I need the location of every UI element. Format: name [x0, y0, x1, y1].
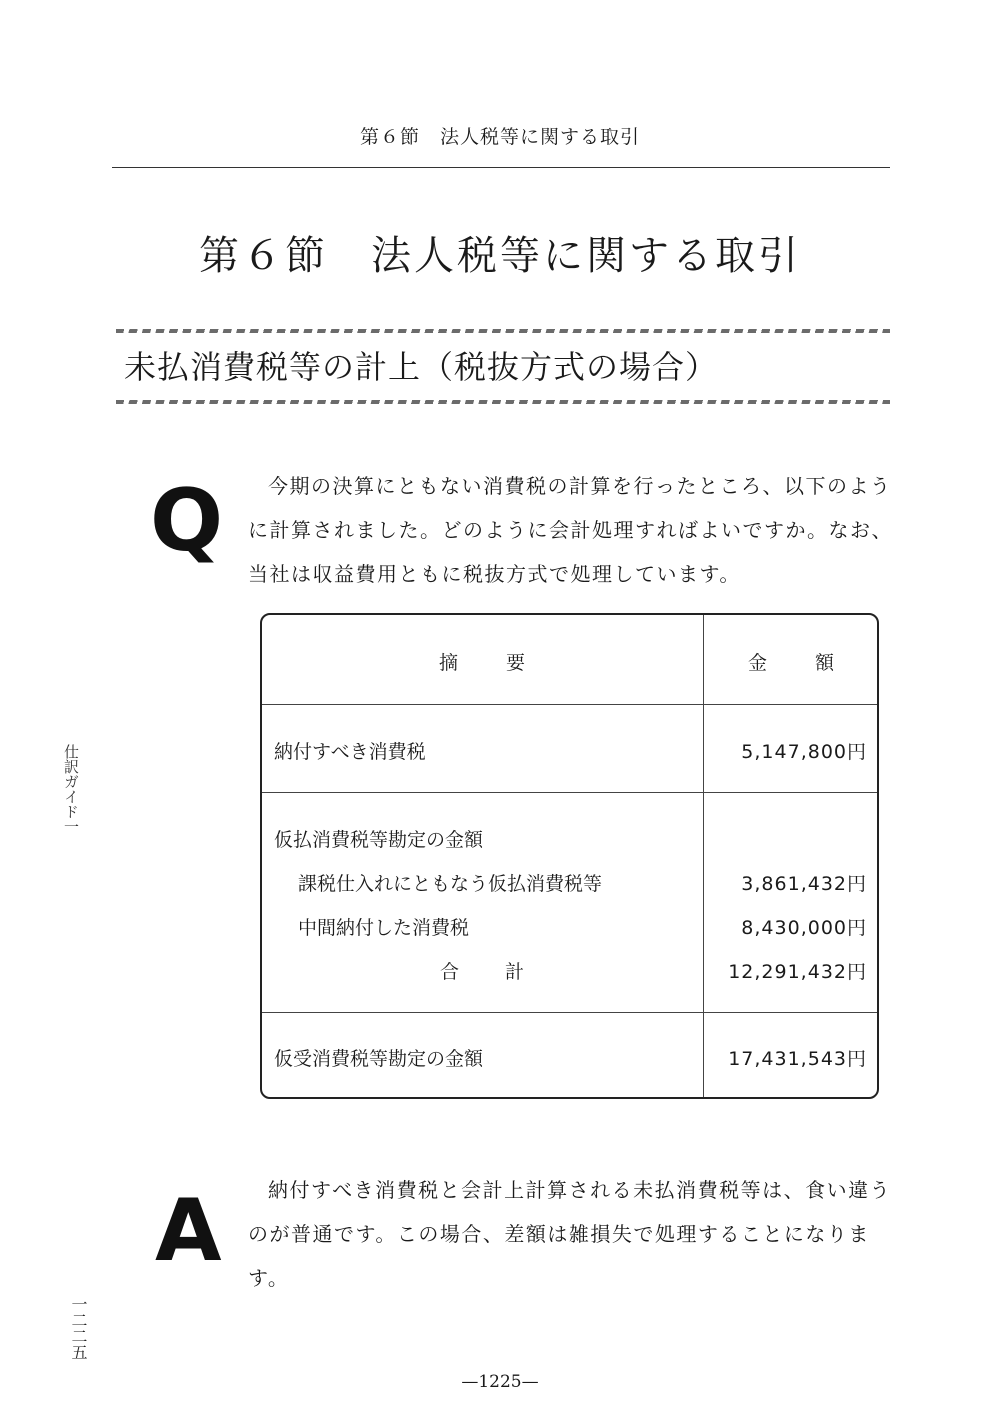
side-page-number: 一二二五: [69, 1296, 88, 1360]
row-divider: [262, 792, 877, 793]
running-header: 第６節 法人税等に関する取引: [359, 126, 640, 148]
header-rule: [112, 167, 890, 168]
provisional-received-amount: 17,431,543円: [728, 1048, 867, 1070]
payable-label: 納付すべき消費税: [274, 741, 426, 763]
topic-bottom-rule: [116, 400, 890, 404]
topic-top-rule: [116, 329, 890, 333]
question-text: 今期の決算にともない消費税の計算を行ったところ、以下のように計算されました。どのように会計処理すればよいですか。なお、当社は収益費用ともに税抜方式で処理しています。: [248, 474, 893, 586]
answer-text: 納付すべき消費税と会計上計算される未払消費税等は、食い違うのが普通です。この場合、差額は雑損失で処理することになります。: [248, 1178, 892, 1290]
payable-amount: 5,147,800円: [741, 741, 867, 763]
row-divider: [262, 704, 877, 705]
question-letter: Q: [150, 471, 224, 571]
header-description: 摘 要: [438, 652, 527, 674]
column-divider: [703, 615, 704, 1097]
interim-amount: 8,430,000円: [741, 917, 867, 939]
subtotal-label: 合 計: [440, 961, 525, 983]
tax-calculation-table: [260, 613, 879, 1099]
answer-letter: A: [155, 1181, 222, 1281]
provisional-paid-label: 仮払消費税等勘定の金額: [274, 829, 484, 851]
purchase-tax-amount: 3,861,432円: [741, 873, 867, 895]
side-label: 仕訳ガイド一: [62, 744, 80, 834]
provisional-received-label: 仮受消費税等勘定の金額: [274, 1048, 484, 1070]
section-title: 第６節 法人税等に関する取引: [199, 233, 801, 279]
interim-label: 中間納付した消費税: [298, 917, 470, 939]
subtotal-amount: 12,291,432円: [728, 961, 867, 983]
header-amount: 金 額: [747, 652, 836, 674]
topic-title: 未払消費税等の計上（税抜方式の場合）: [124, 348, 719, 386]
purchase-tax-label: 課税仕入れにともなう仮払消費税等: [298, 873, 603, 895]
row-divider: [262, 1012, 877, 1013]
page-number: —1225—: [461, 1372, 539, 1392]
